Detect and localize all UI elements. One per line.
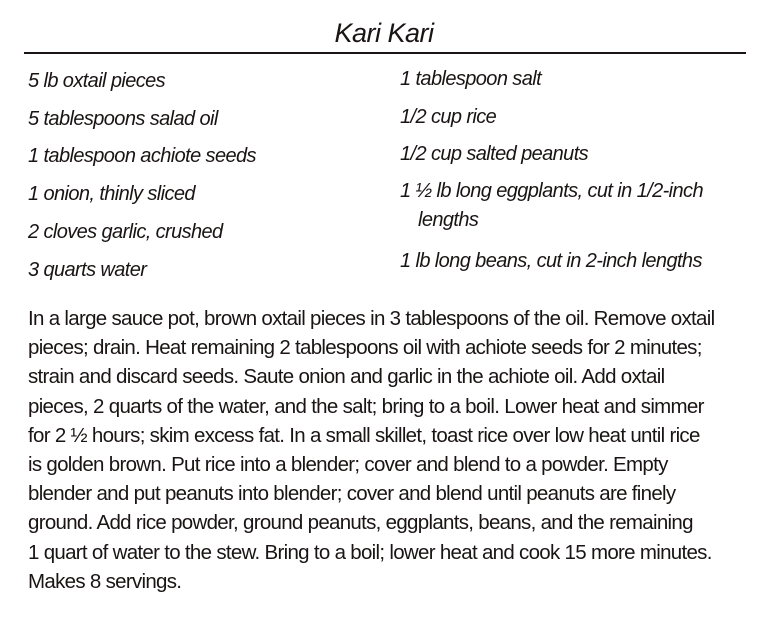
directions-line: In a large sauce pot, brown oxtail pieces in 3 tablespoons of the oil. Remove oxtail	[28, 307, 715, 330]
title-divider	[24, 52, 746, 54]
ingredient: 1/2 cup rice	[400, 106, 497, 128]
directions-line: for 2 ½ hours; skim excess fat. In a small skillet, toast rice over low heat until rice	[28, 423, 700, 447]
ingredient-continuation: lengths	[418, 209, 479, 231]
ingredient: 5 tablespoons salad oil	[28, 108, 218, 130]
ingredient: 1 lb long beans, cut in 2-inch lengths	[400, 250, 702, 272]
ingredient: 1 ½ lb long eggplants, cut in 1/2-inch	[400, 180, 703, 202]
directions-line: is golden brown. Put rice into a blender; cover and blend to a powder. Empty	[28, 453, 668, 477]
ingredient: 2 cloves garlic, crushed	[28, 221, 223, 243]
directions-line: blender and put peanuts into blender; cover and blend until peanuts are finely	[28, 482, 676, 506]
ingredient: 1 tablespoon salt	[400, 68, 542, 90]
ingredient: 3 quarts water	[28, 259, 147, 281]
ingredient: 1 onion, thinly sliced	[28, 183, 195, 205]
ingredient: 1 tablespoon achiote seeds	[28, 145, 256, 167]
directions-line: pieces, 2 quarts of the water, and the salt; bring to a boil. Lower heat and simmer	[28, 394, 704, 418]
recipe-title: Kari Kari	[334, 18, 434, 48]
directions	[28, 304, 748, 596]
directions-line: Makes 8 servings.	[28, 569, 182, 593]
directions-line: pieces; drain. Heat remaining 2 tablespoons oil with achiote seeds for 2 minutes;	[28, 336, 702, 360]
ingredient: 5 lb oxtail pieces	[28, 70, 166, 92]
ingredient: 1/2 cup salted peanuts	[400, 143, 589, 165]
directions-line: 1 quart of water to the stew. Bring to a boil; lower heat and cook 15 more minutes.	[28, 540, 712, 564]
directions-line: ground. Add rice powder, ground peanuts, eggplants, beans, and the remaining	[28, 511, 693, 535]
directions-line: strain and discard seeds. Saute onion and garlic in the achiote oil. Add oxtail	[28, 365, 665, 389]
